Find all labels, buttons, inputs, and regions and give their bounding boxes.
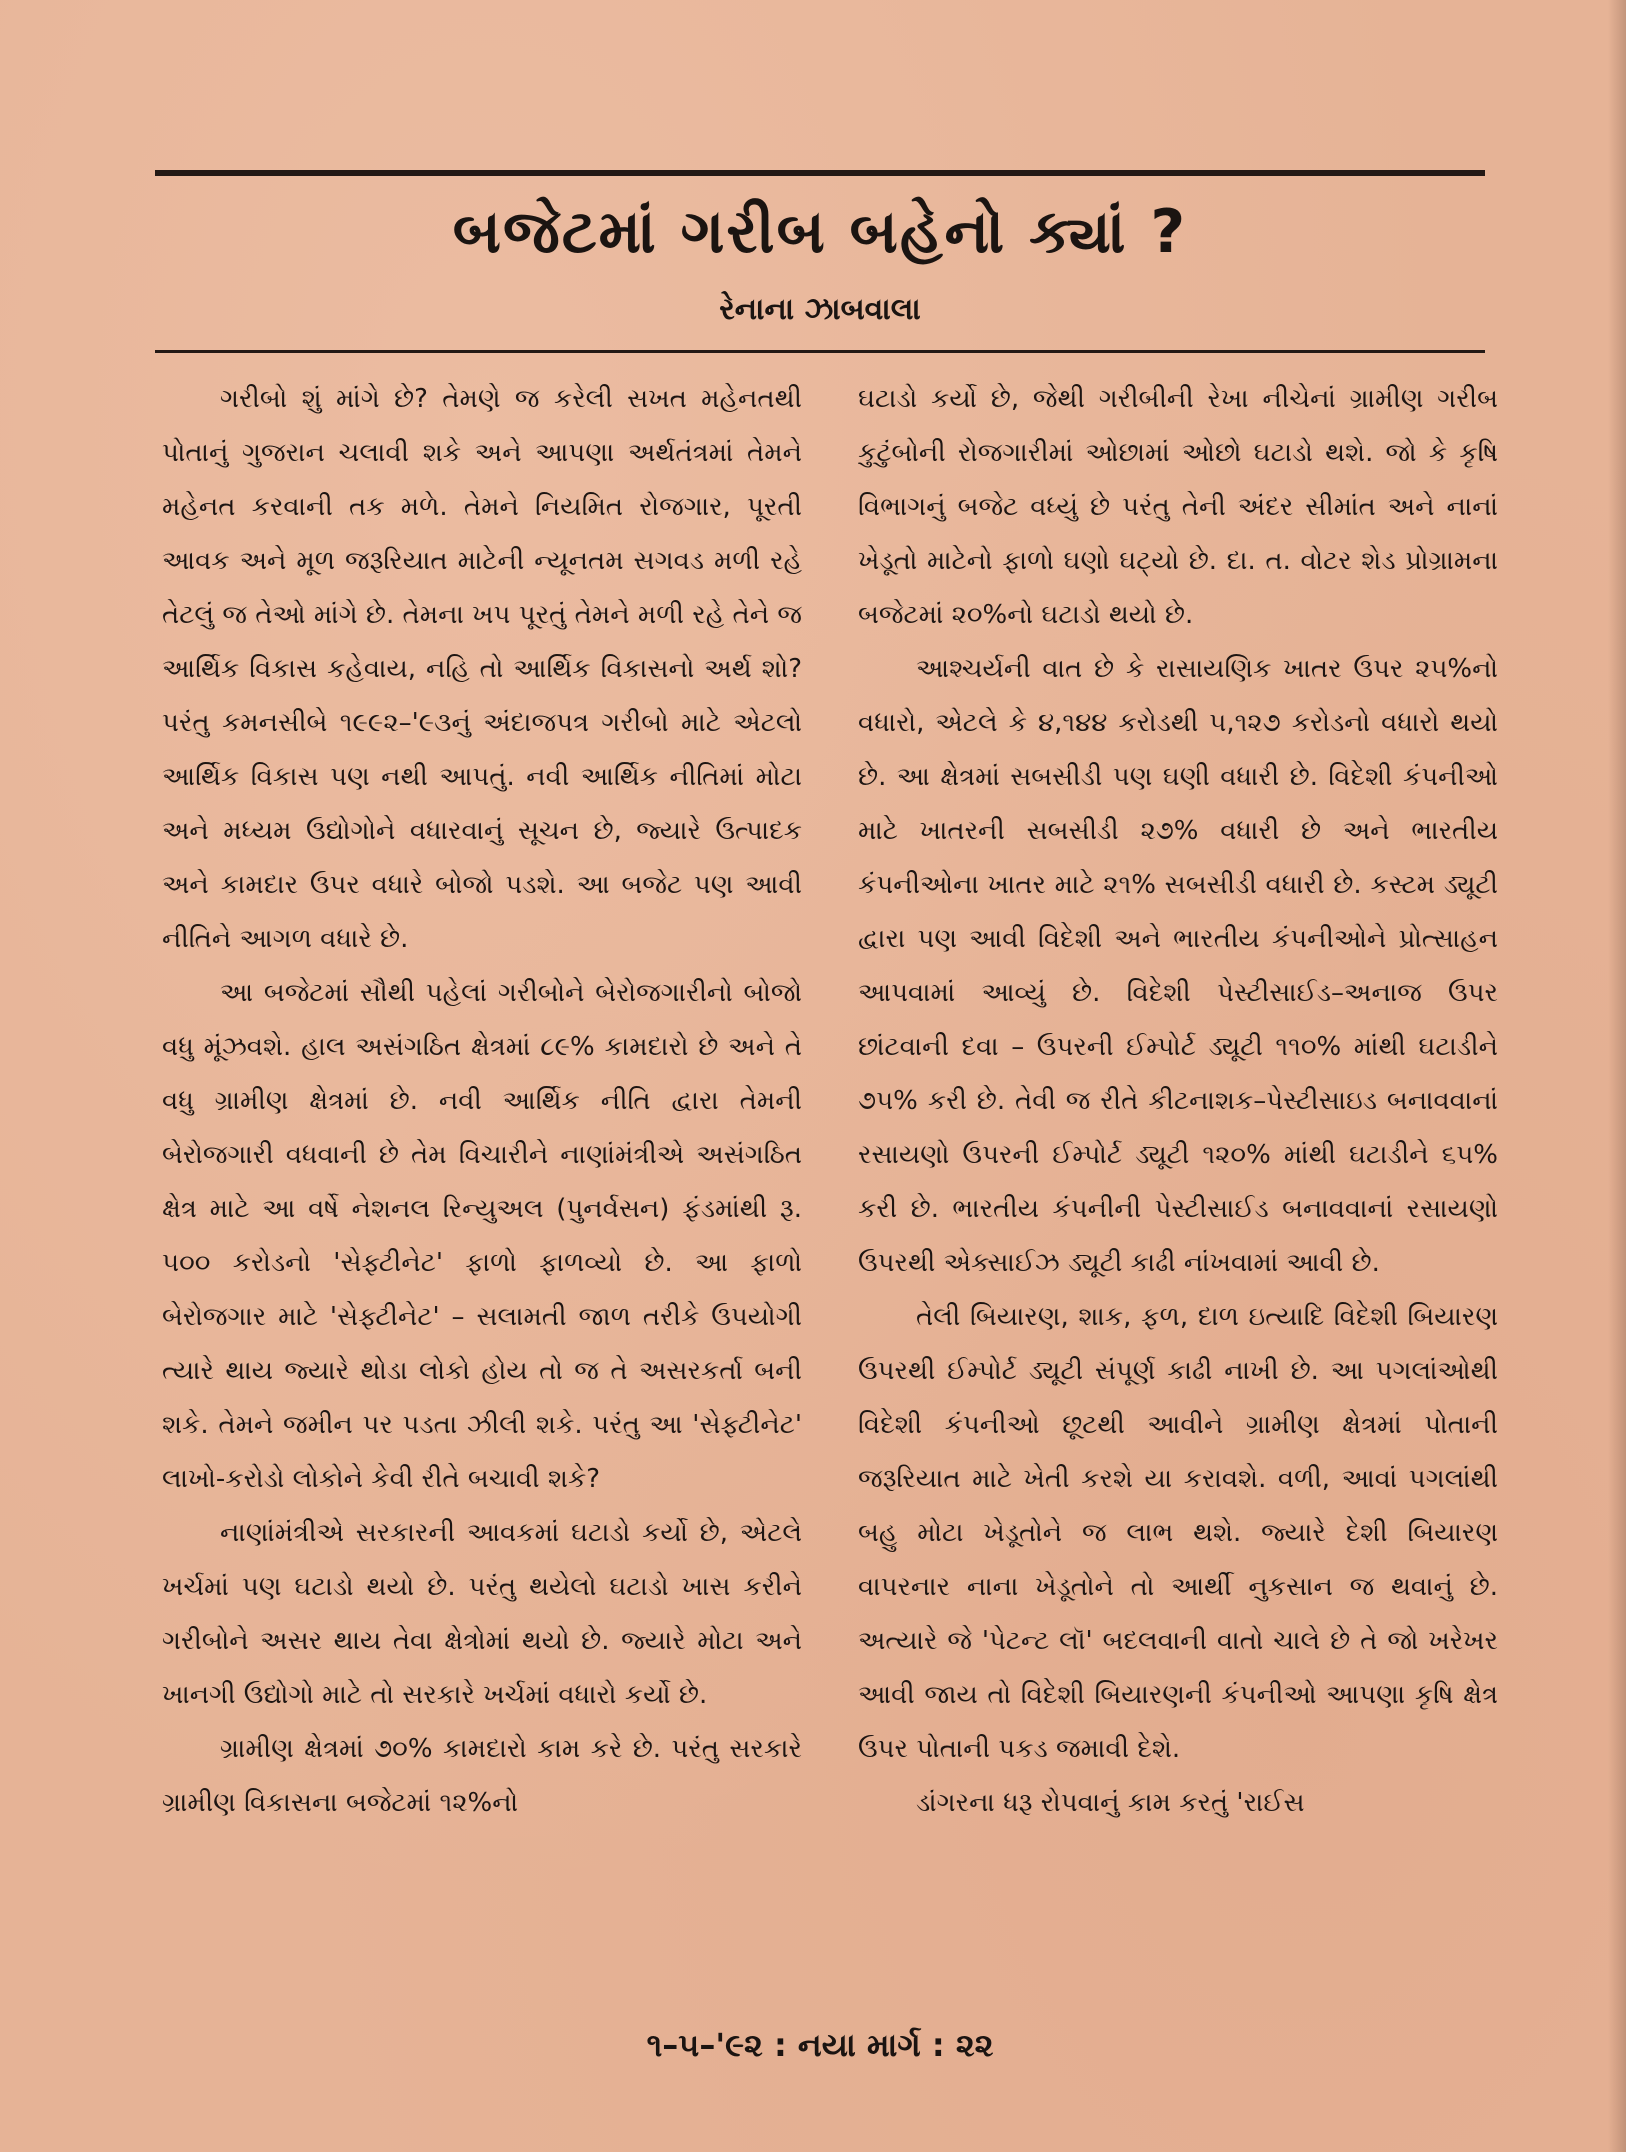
- paragraph: ગરીબો શું માંગે છે? તેમણે જ કરેલી સખત મહેનતથી પોતાનું ગુજરાન ચલાવી શકે અને આપણા અર્થતંત્રમાં તેમને મહેનત કરવાની તક મળે. તેમને નિયમિત રોજગાર, પૂરતી આવક અને મૂળ જરૂરિયાત માટેની ન્યૂનતમ સગવડ મળી રહે તેટલું જ તેઓ માંગે છે. તેમના ખપ પૂરતું તેમને મળી રહે તેને જ આર્થિક વિકાસ કહેવાય, નહિ તો આર્થિક વિકાસનો અર્થ શો? પરંતુ કમનસીબે ૧૯૯૨–'૯૩નું અંદાજપત્ર ગરીબો માટે એટલો આર્થિક વિકાસ પણ નથી આપતું. નવી આર્થિક નીતિમાં મોટા અને મધ્યમ ઉદ્યોગોને વધારવાનું સૂચન છે, જ્યારે ઉત્પાદક અને કામદાર ઉપર વધારે બોજો પડશે. આ બજેટ પણ આવી નીતિને આગળ વધારે છે.: [162, 384, 802, 954]
- top-rule: [155, 170, 1485, 176]
- paragraph: તેલી બિયારણ, શાક, ફળ, દાળ ઇત્યાદિ વિદેશી બિયારણ ઉપરથી ઈમ્પોર્ટ ડ્યૂટી સંપૂર્ણ કાઢી નાખી છે. આ પગલાંઓથી વિદેશી કંપનીઓ છૂટથી આવીને ગ્રામીણ ક્ષેત્રમાં પોતાની જરૂરિયાત માટે ખેતી કરશે યા કરાવશે. વળી, આવાં પગલાંથી બહુ મોટા ખેડૂતોને જ લાભ થશે. જ્યારે દેશી બિયારણ વાપરનાર નાના ખેડૂતોને તો આર્થી નુકસાન જ થવાનું છે. અત્યારે જે 'પેટન્ટ લૉ' બદલવાની વાતો ચાલે છે તે જો ખરેખર આવી જાય તો વિદેશી બિયારણની કંપનીઓ આપણા કૃષિ ક્ષેત્ર ઉપર પોતાની પકડ જમાવી દેશે.: [858, 1302, 1498, 1764]
- left-column: [162, 372, 802, 1992]
- paragraph: ઘટાડો કર્યો છે, જેથી ગરીબીની રેખા નીચેનાં ગ્રામીણ ગરીબ કુટુંબોની રોજગારીમાં ઓછામાં ઓછો ઘટાડો થશે. જો કે કૃષિ વિભાગનું બજેટ વધ્યું છે પરંતુ તેની અંદર સીમાંત અને નાનાં ખેડૂતો માટેનો ફાળો ઘણો ઘટ્યો છે. દા. ત. વોટર શેડ પ્રોગ્રામના બજેટમાં ૨૦%નો ઘટાડો થયો છે.: [858, 384, 1498, 630]
- header-divider: [155, 350, 1485, 353]
- article-author: રેનાના ઝાબવાલા: [719, 292, 921, 327]
- paragraph: ગ્રામીણ ક્ષેત્રમાં ૭૦% કામદારો કામ કરે છે. પરંતુ સરકારે ગ્રામીણ વિકાસના બજેટમાં ૧૨%નો: [162, 1734, 802, 1818]
- page-edge-shadow: [1608, 0, 1626, 2152]
- page-footer: ૧–૫–'૯૨ : નયા માર્ગ : ૨૨: [646, 2026, 994, 2064]
- right-column: [858, 372, 1498, 1992]
- paragraph: આ બજેટમાં સૌથી પહેલાં ગરીબોને બેરોજગારીનો બોજો વધુ મૂંઝવશે. હાલ અસંગઠિત ક્ષેત્રમાં ૮૯% કામદારો છે અને તે વધુ ગ્રામીણ ક્ષેત્રમાં છે. નવી આર્થિક નીતિ દ્વારા તેમની બેરોજગારી વધવાની છે તેમ વિચારીને નાણાંમંત્રીએ અસંગઠિત ક્ષેત્ર માટે આ વર્ષે નેશનલ રિન્યુઅલ (પુનર્વસન) ફંડમાંથી રૂ. ૫૦૦ કરોડનો 'સેફ્ટીનેટ' ફાળો ફાળવ્યો છે. આ ફાળો બેરોજગાર માટે 'સેફ્ટીનેટ' – સલામતી જાળ તરીકે ઉપયોગી ત્યારે થાય જ્યારે થોડા લોકો હોય તો જ તે અસરકર્તા બની શકે. તેમને જમીન પર પડતા ઝીલી શકે. પરંતુ આ 'સેફ્ટીનેટ' લાખો-કરોડો લોકોને કેવી રીતે બચાવી શકે?: [162, 978, 802, 1494]
- paragraph: ડાંગરના ધરૂ રોપવાનું કામ કરતું 'રાઈસ: [916, 1788, 1305, 1818]
- article-title: બજેટમાં ગરીબ બહેનો ક્યાં ?: [452, 197, 1188, 267]
- paragraph: નાણાંમંત્રીએ સરકારની આવકમાં ઘટાડો કર્યો છે, એટલે ખર્ચમાં પણ ઘટાડો થયો છે. પરંતુ થયેલો ઘટાડો ખાસ કરીને ગરીબોને અસર થાય તેવા ક્ષેત્રોમાં થયો છે. જ્યારે મોટા અને ખાનગી ઉદ્યોગો માટે તો સરકારે ખર્ચમાં વધારો કર્યો છે.: [162, 1518, 802, 1710]
- paragraph: આશ્ચર્યની વાત છે કે રાસાયણિક ખાતર ઉપર ૨૫%નો વધારો, એટલે કે ૪,૧૪૪ કરોડથી ૫,૧૨૭ કરોડનો વધારો થયો છે. આ ક્ષેત્રમાં સબસીડી પણ ઘણી વધારી છે. વિદેશી કંપનીઓ માટે ખાતરની સબસીડી ૨૭% વધારી છે અને ભારતીય કંપનીઓના ખાતર માટે ૨૧% સબસીડી વધારી છે. કસ્ટમ ડ્યૂટી દ્વારા પણ આવી વિદેશી અને ભારતીય કંપનીઓને પ્રોત્સાહન આપવામાં આવ્યું છે. વિદેશી પેસ્ટીસાઈડ–અનાજ ઉપર છાંટવાની દવા – ઉપરની ઈમ્પોર્ટ ડ્યૂટી ૧૧૦% માંથી ઘટાડીને ૭૫% કરી છે. તેવી જ રીતે કીટનાશક–પેસ્ટીસાઇડ બનાવવાનાં રસાયણો ઉપરની ઈમ્પોર્ટ ડ્યૂટી ૧૨૦% માંથી ઘટાડીને ૬૫% કરી છે. ભારતીય કંપનીની પેસ્ટીસાઈડ બનાવવાનાં રસાયણો ઉપરથી એક્સાઈઝ ડ્યૂટી કાઢી નાંખવામાં આવી છે.: [858, 654, 1498, 1278]
